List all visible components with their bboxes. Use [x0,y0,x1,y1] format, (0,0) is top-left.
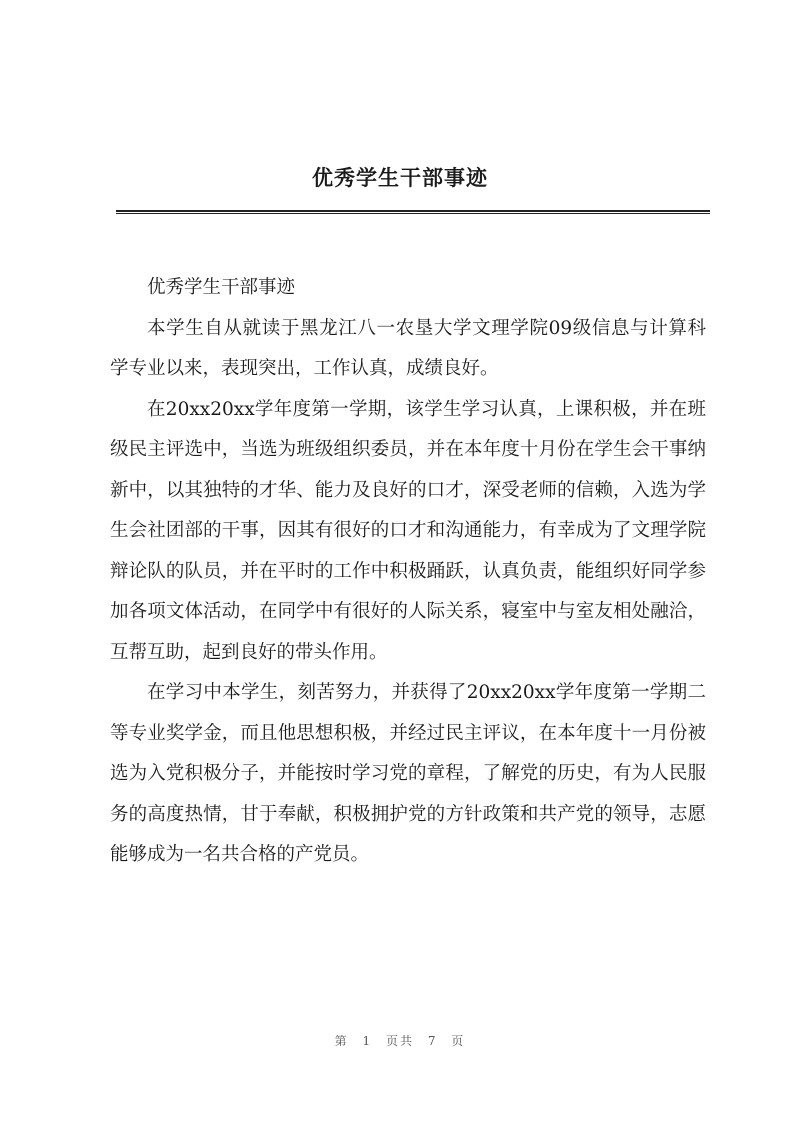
footer-total-pages: 7 [427,1034,438,1048]
footer-page-number: 1 [362,1034,373,1048]
footer-middle: 页共 [385,1034,414,1048]
title-divider [116,210,710,214]
paragraph-work: 在20xx20xx学年度第一学期，该学生学习认真，上课积极，并在班级民主评选中，当选为班级组织委员，并在本年度十月份在学生会干事纳新中，以其独特的才华、能力及良好的口才，深受老师的信赖，入选为学生会社团部的干事，因其有很好的口才和沟通能力，有幸成为了文理学院辩论队的队员，并在平时的工作中积极踊跃，认真负责，能组织好同学参加各项文体活动，在同学中有很好的人际关系，寝室中与室友相处融洽，互帮互助，起到良好的带头作用。 [110,398,706,663]
footer-suffix: 页 [451,1034,466,1048]
footer-prefix: 第 [334,1034,349,1048]
page-title: 优秀学生干部事迹 [312,165,488,190]
paragraph-study: 在学习中本学生，刻苦努力，并获得了20xx20xx学年度第一学期二等专业奖学金，而且他思想积极，并经过民主评议，在本年度十一月份被选为入党积极分子，并能按时学习党的章程，了解党的历史，有为人民服务的高度热情，甘于奉献，积极拥护党的方针政策和共产党的领导，志愿能够成为一名共合格的产党员。 [110,682,706,865]
document-body [110,268,706,876]
paragraph-intro: 本学生自从就读于黑龙江八一农垦大学文理学院09级信息与计算科学专业以来，表现突出，工作认真，成绩良好。 [110,317,706,379]
page-footer [0,1032,800,1049]
paragraph-heading: 优秀学生干部事迹 [147,277,296,298]
